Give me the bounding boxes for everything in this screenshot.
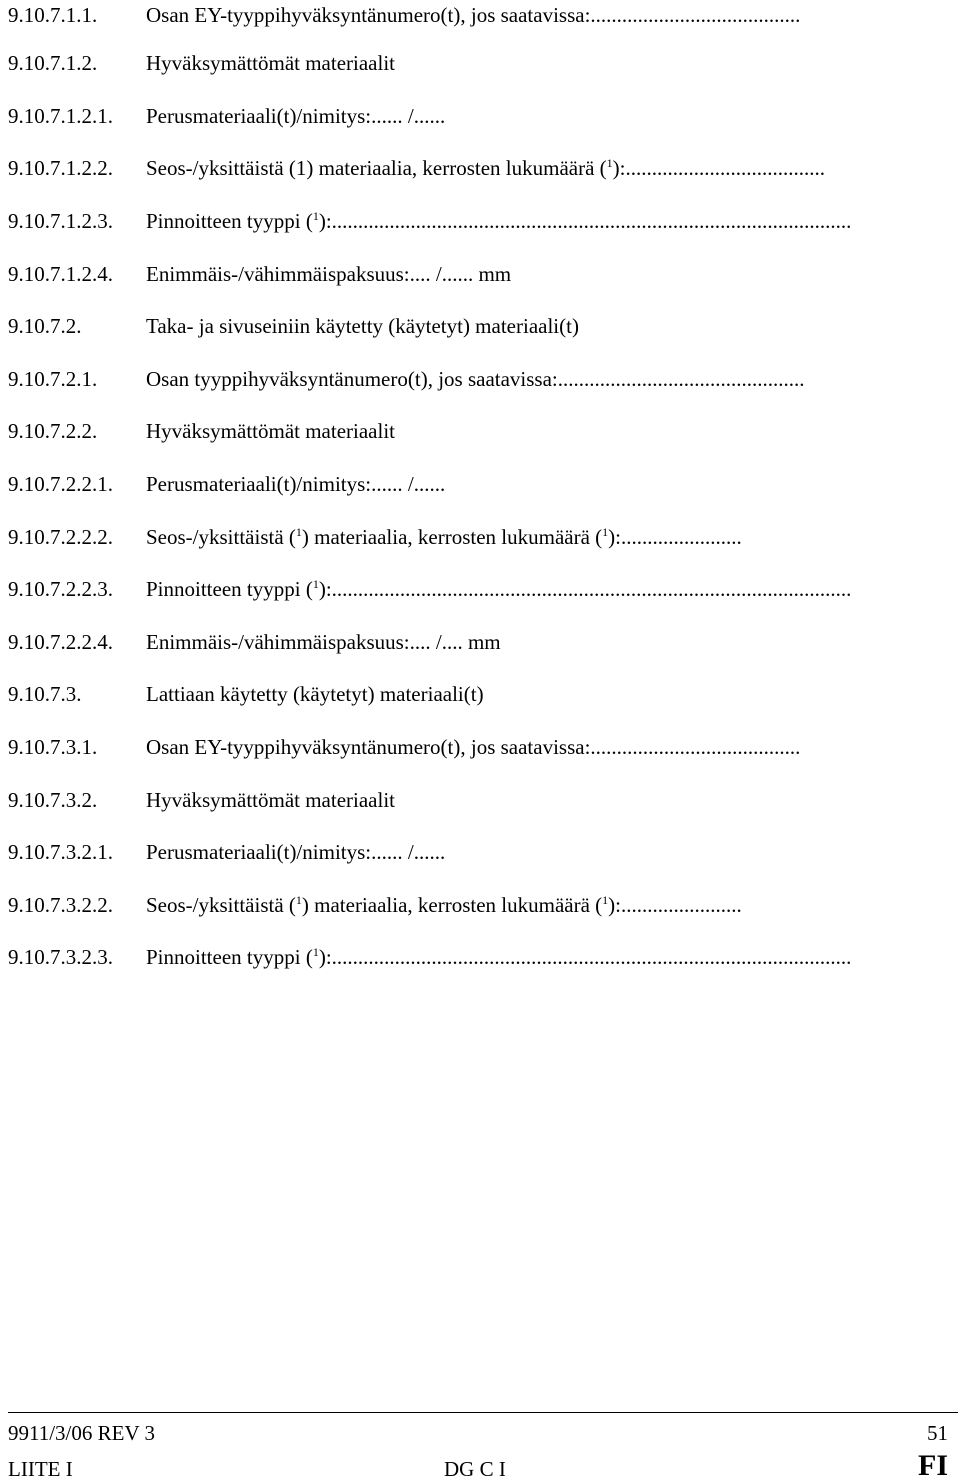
- section-number: 9.10.7.2.2.: [8, 419, 98, 443]
- section-text: Enimmäis-/vähimmäispaksuus:.... /.... mm: [146, 630, 501, 654]
- section-text: Osan EY-tyyppihyväksyntänumero(t), jos saatavissa:........................................: [146, 735, 801, 759]
- section-number: 9.10.7.1.2.3.: [8, 209, 113, 233]
- section-number: 9.10.7.1.1.: [8, 3, 98, 27]
- section-text: Hyväksymättömät materiaalit: [146, 788, 396, 812]
- section-text: Hyväksymättömät materiaalit: [146, 419, 396, 443]
- section-number: 9.10.7.3.1.: [8, 735, 98, 759]
- page-number: 51: [927, 1421, 948, 1445]
- section-number: 9.10.7.1.2.1.: [8, 104, 113, 128]
- section-number: 9.10.7.2.2.1.: [8, 472, 113, 496]
- section-number: 9.10.7.1.2.4.: [8, 262, 113, 286]
- section-text: Osan EY-tyyppihyväksyntänumero(t), jos saatavissa:........................................: [146, 3, 801, 27]
- footnote-ref: 1: [312, 945, 319, 959]
- section-number: 9.10.7.2.2.3.: [8, 577, 113, 601]
- department-label: DG C I: [444, 1457, 506, 1481]
- section-text: Enimmäis-/vähimmäispaksuus:.... /...... mm: [146, 262, 512, 286]
- section-number: 9.10.7.2.2.4.: [8, 630, 113, 654]
- section-text: Perusmateriaali(t)/nimitys:...... /......: [146, 104, 446, 128]
- section-number: 9.10.7.2.: [8, 314, 82, 338]
- footnote-ref: 1: [295, 893, 302, 907]
- section-text: Pinnoitteen tyyppi ($^1$):...................................................................................................: [146, 209, 852, 233]
- section-number: 9.10.7.2.1.: [8, 367, 98, 391]
- section-text: Perusmateriaali(t)/nimitys:...... /......: [146, 472, 446, 496]
- section-text: Pinnoitteen tyyppi ($^1$):...................................................................................................: [146, 945, 852, 969]
- section-number: 9.10.7.3.2.: [8, 788, 98, 812]
- section-number: 9.10.7.3.2.1.: [8, 840, 113, 864]
- section-text: Seos-/yksittäistä (1) materiaalia, kerrosten lukumäärä ($^1$):......................................: [146, 156, 825, 180]
- footnote-ref: 1: [602, 893, 609, 907]
- section-text: Perusmateriaali(t)/nimitys:...... /......: [146, 840, 446, 864]
- section-number: 9.10.7.3.2.2.: [8, 893, 113, 917]
- footnote-ref: 1: [602, 525, 609, 539]
- footnote-ref: 1: [295, 525, 302, 539]
- annex-label: LIITE I: [8, 1457, 73, 1481]
- language-code: FI: [918, 1449, 948, 1482]
- section-text: Taka- ja sivuseiniin käytetty (käytetyt) materiaali(t): [146, 314, 579, 338]
- section-text: Lattiaan käytetty (käytetyt) materiaali(t): [146, 682, 484, 706]
- section-text: Seos-/yksittäistä ($^1$) materiaalia, kerrosten lukumäärä ($^1$):.......................: [146, 525, 742, 549]
- section-text: Hyväksymättömät materiaalit: [146, 51, 396, 75]
- document-reference: 9911/3/06 REV 3: [8, 1421, 156, 1445]
- footnote-ref: 1: [606, 156, 613, 170]
- section-text: Seos-/yksittäistä ($^1$) materiaalia, kerrosten lukumäärä ($^1$):.......................: [146, 893, 742, 917]
- section-text: Pinnoitteen tyyppi ($^1$):...................................................................................................: [146, 577, 852, 601]
- footnote-ref: 1: [312, 209, 319, 223]
- section-number: 9.10.7.2.2.2.: [8, 525, 113, 549]
- section-number: 9.10.7.1.2.: [8, 51, 98, 75]
- section-number: 9.10.7.3.: [8, 682, 82, 706]
- footnote-ref: 1: [312, 577, 319, 591]
- section-text: Osan tyyppihyväksyntänumero(t), jos saatavissa:...............................................: [146, 367, 805, 391]
- footer-divider: [8, 1412, 958, 1413]
- section-number: 9.10.7.1.2.2.: [8, 156, 113, 180]
- section-number: 9.10.7.3.2.3.: [8, 945, 113, 969]
